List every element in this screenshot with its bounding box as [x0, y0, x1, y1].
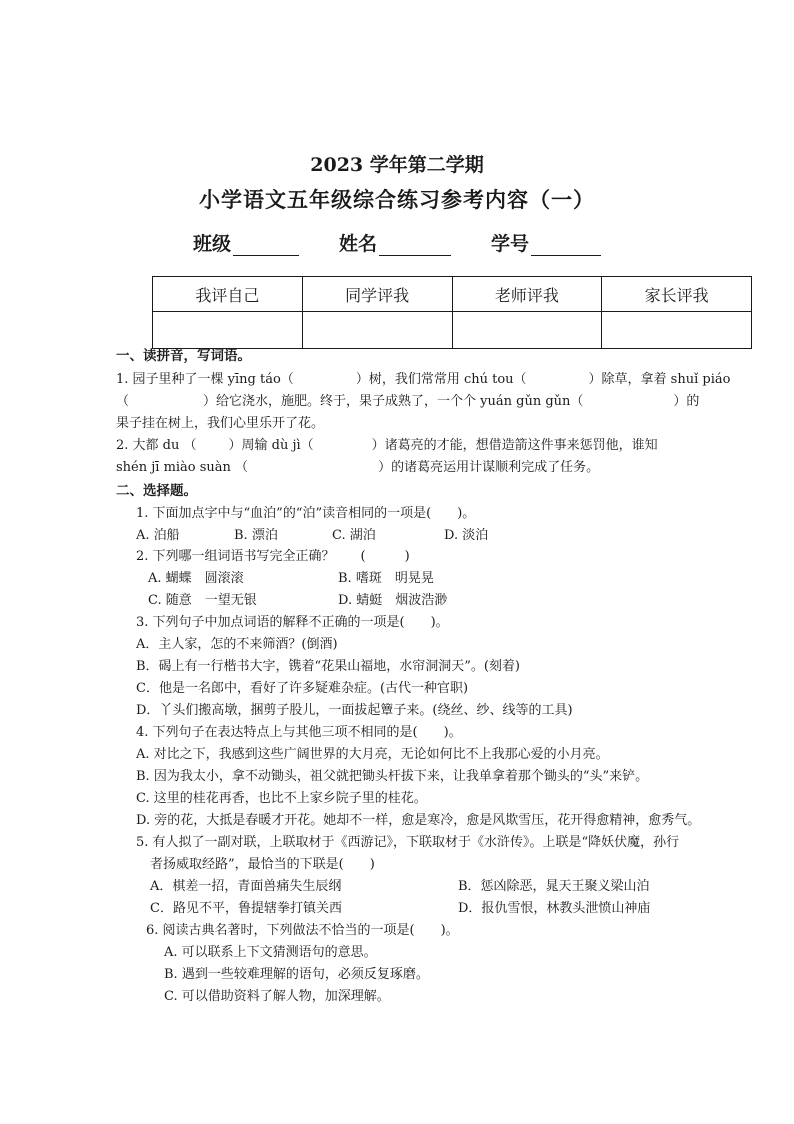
- s2-q4-option-b[interactable]: B. 因为我太小，拿不动锄头，祖父就把锄头杆拔下来，让我单拿着那个锄头的“头”来铲。: [136, 769, 649, 784]
- s1-q1-text-d: （: [116, 394, 130, 409]
- eval-header-classmate: 同学评我: [302, 277, 452, 312]
- s2-q5-stem-line2: 者扬威取经路”，最恰当的下联是( ): [150, 857, 375, 872]
- s1-q1-line1: [116, 371, 730, 389]
- s2-q5-option-a[interactable]: A．棋差一招，青面兽痛失生辰纲: [150, 879, 342, 894]
- s1-q1-line3: 果子挂在树上，我们心里乐开了花。: [116, 416, 325, 431]
- s1-q1-text-a: 1. 园子里种了一棵 yīng táo（: [116, 372, 294, 387]
- term-heading: 2023 学年第二学期: [310, 154, 484, 176]
- eval-header-self: 我评自己: [153, 277, 303, 312]
- eval-cell-self[interactable]: [153, 312, 303, 349]
- class-blank[interactable]: [233, 235, 299, 256]
- s1-q2-line1: [116, 437, 658, 455]
- worksheet-title: 小学语文五年级综合练习参考内容（一）: [199, 187, 595, 212]
- s2-q5-options-row1: [150, 878, 650, 896]
- evaluation-input-row: [153, 312, 752, 349]
- s1-q1-line2: [116, 393, 699, 411]
- s2-q4-stem: 4. 下列句子在表达特点上与其他三项不相同的是( )。: [136, 725, 462, 740]
- s2-q1-option-b[interactable]: B. 漂泊: [234, 528, 278, 543]
- s2-q5-options-row2: [150, 900, 650, 918]
- eval-header-teacher: 老师评我: [452, 277, 602, 312]
- s2-q2-stem: 2. 下列哪一组词语书写完全正确？ ( ): [136, 549, 410, 564]
- s2-q2-option-b[interactable]: B. 嗜斑 明晃晃: [338, 571, 434, 586]
- name-blank[interactable]: [379, 235, 451, 256]
- evaluation-header-row: [153, 277, 752, 312]
- s2-q2-option-a[interactable]: A. 蝴蝶 圆滚滚: [148, 571, 244, 586]
- s2-q6-stem: 6. 阅读古典名著时，下列做法不恰当的一项是( )。: [146, 923, 459, 938]
- s2-q1-option-a[interactable]: A. 泊船: [136, 528, 180, 543]
- name-field[interactable]: [339, 229, 451, 256]
- section1-heading: 一、读拼音，写词语。: [116, 348, 251, 364]
- s2-q1-stem: 1. 下面加点字中与“血泊”的“泊”读音相同的一项是( )。: [136, 506, 476, 521]
- s1-q1-text-e: ）给它浇水，施肥。终于，果子成熟了，一个个 yuán gǔn gǔn（: [203, 394, 584, 409]
- eval-header-parent: 家长评我: [602, 277, 752, 312]
- s2-q5-option-d[interactable]: D．报仇雪恨，林教头泄愤山神庙: [458, 901, 651, 916]
- s1-q1-text-c: ）除草，拿着 shuǐ piáo: [588, 372, 731, 387]
- s2-q6-option-c[interactable]: C. 可以借助资料了解人物，加深理解。: [164, 989, 390, 1004]
- s2-q6-option-a[interactable]: A. 可以联系上下文猜测语句的意思。: [164, 945, 377, 960]
- s2-q3-stem: 3. 下列句子中加点词语的解释不正确的一项是( )。: [136, 615, 449, 630]
- s1-q1-text-f: ）的: [673, 394, 700, 409]
- s1-q2-text-d: shén jī miào suàn （: [116, 460, 249, 475]
- s2-q2-option-c[interactable]: C. 随意 一望无银: [148, 593, 257, 608]
- s2-q1-option-d[interactable]: D. 淡泊: [444, 528, 489, 543]
- student-id-label: 学号: [491, 233, 530, 255]
- s2-q3-option-b[interactable]: B．碣上有一行楷书大字，镌着“花果山福地，水帘洞洞天”。(刻着): [136, 659, 520, 674]
- s2-q3-option-d[interactable]: D．丫头们搬高墩，捆剪子股儿，一面拔起簟子来。(绕丝、纱、线等的工具): [136, 703, 573, 718]
- s2-q1-options: [136, 527, 488, 545]
- s2-q1-option-c[interactable]: C. 湖泊: [332, 528, 376, 543]
- s1-q2-text-b: ）周输 dù jì（: [228, 438, 314, 453]
- s2-q3-option-a[interactable]: A．主人家，怎的不来筛酒？(倒酒): [136, 637, 338, 652]
- student-id-field[interactable]: [491, 229, 601, 256]
- evaluation-table: [152, 276, 752, 349]
- s2-q2-options-row1: [148, 570, 434, 588]
- student-id-blank[interactable]: [531, 235, 601, 256]
- s2-q5-option-b[interactable]: B．惩凶除恶，晁天王聚义梁山泊: [458, 879, 650, 894]
- s2-q2-options-row2: [148, 592, 447, 610]
- student-info-row: [0, 229, 794, 256]
- s2-q6-option-b[interactable]: B. 遇到一些较难理解的语句，必须反复琢磨。: [164, 967, 429, 982]
- class-label: 班级: [192, 233, 231, 255]
- s2-q2-option-d[interactable]: D. 蜻蜓 烟波浩渺: [338, 593, 448, 608]
- class-field[interactable]: [193, 229, 299, 256]
- s1-q2-text-a: 2. 大都 du （: [116, 438, 197, 453]
- eval-cell-parent[interactable]: [602, 312, 752, 349]
- s2-q4-option-d[interactable]: D. 旁的花，大抵是春暖才开花。她却不一样，愈是寒冷，愈是风欺雪压，花开得愈精神，愈秀气。: [136, 813, 701, 828]
- section2-heading: 二、选择题。: [116, 483, 197, 499]
- eval-cell-teacher[interactable]: [452, 312, 602, 349]
- s1-q1-text-b: ）树，我们常常用 chú tou（: [355, 372, 527, 387]
- s2-q4-option-c[interactable]: C. 这里的桂花再香，也比不上家乡院子里的桂花。: [136, 791, 427, 806]
- s1-q2-text-e: ）的诸葛亮运用计谋顺利完成了任务。: [378, 460, 600, 475]
- s2-q5-stem-line1: 5. 有人拟了一副对联，上联取材于《西游记》，下联取材于《水浒传》。上联是“降妖伏魔，孙行: [136, 835, 680, 850]
- eval-cell-classmate[interactable]: [302, 312, 452, 349]
- s1-q2-text-c: ）诸葛亮的才能，想借造箭这件事来惩罚他，谁知: [371, 438, 658, 453]
- s2-q4-option-a[interactable]: A. 对比之下，我感到这些广阔世界的大月亮，无论如何比不上我那心爱的小月亮。: [136, 747, 609, 762]
- name-label: 姓名: [338, 233, 377, 255]
- s2-q3-option-c[interactable]: C．他是一名郎中，看好了许多疑难杂症。(古代一种官职): [136, 681, 469, 696]
- s1-q2-line2: [116, 459, 599, 477]
- s2-q5-option-c[interactable]: C．路见不平，鲁提辖拳打镇关西: [150, 901, 342, 916]
